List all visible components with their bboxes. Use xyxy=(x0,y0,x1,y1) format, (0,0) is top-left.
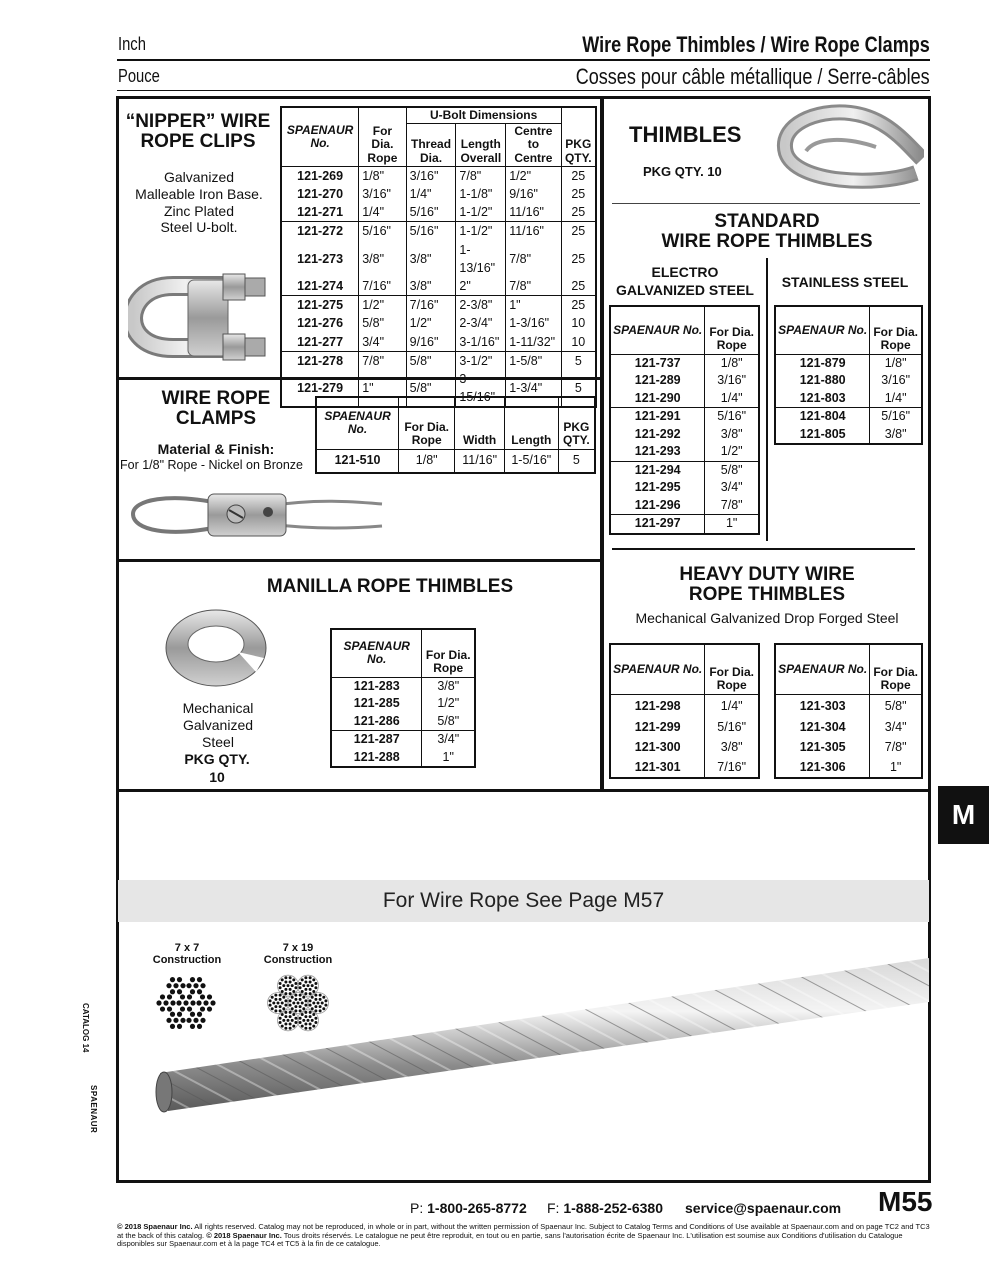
clamps-col-length: Length xyxy=(504,397,558,449)
nipper-cell-pkg: 10 xyxy=(561,333,596,352)
table-row xyxy=(775,372,922,390)
header-left-en: Inch xyxy=(118,34,146,54)
table-row xyxy=(316,449,595,473)
clamps-col-pkg: PKG QTY. xyxy=(558,397,595,449)
standard-title-line2: WIRE ROPE THIMBLES xyxy=(661,230,873,252)
stainless-cell-no: 121-803 xyxy=(799,390,846,405)
standard-divider xyxy=(766,258,768,541)
construction-7x19-line1: 7 x 19 xyxy=(282,942,314,954)
nipper-cell-rope: 1/2" xyxy=(359,296,406,315)
nipper-cell-length: 1-13/16" xyxy=(456,241,506,277)
nipper-cell-centre: 1" xyxy=(506,296,561,315)
table-row xyxy=(610,354,759,372)
table-row xyxy=(610,461,759,479)
heavy-right-cell-rope: 7/8" xyxy=(870,738,922,758)
nipper-clip-image xyxy=(128,256,270,368)
electro-cell-no: 121-294 xyxy=(610,461,705,479)
nipper-cell-no: 121-272 xyxy=(281,222,359,241)
electro-cell-rope: 1" xyxy=(705,515,759,534)
stainless-cell-rope: 5/16" xyxy=(870,408,922,426)
heavy-left-cell-no: 121-298 xyxy=(634,698,681,713)
electro-cell-rope: 3/16" xyxy=(705,372,759,390)
nipper-cell-no: 121-269 xyxy=(297,168,344,183)
table-row xyxy=(610,390,759,408)
nipper-cell-pkg: 25 xyxy=(561,203,596,222)
page-number: M55 xyxy=(878,1186,933,1217)
wire-rope-image xyxy=(150,955,929,1115)
footer-fax xyxy=(547,1200,663,1216)
table-row xyxy=(281,166,596,185)
legal-bold-1: © 2018 Spaenaur Inc. xyxy=(117,1222,193,1231)
table-row xyxy=(610,443,759,461)
stainless-title: STAINLESS STEEL xyxy=(781,274,909,290)
heavy-subtitle: Mechanical Galvanized Drop Forged Steel xyxy=(635,610,899,626)
legal-text-2: Tous droits réservés. Le catalogue ne peut être reproduit, en tout ou en partie, sans l'autorisation écrite de Spaenaur Inc. L'utilisation est soumise aux Conditions d'utilisation du Catalogue disponibles sur Spaenaur.com et à la page TC4 et TC5 à la fin de ce catalogue. xyxy=(117,1230,903,1249)
nipper-col-rope: For Dia. Rope xyxy=(359,107,406,166)
nipper-cell-no: 121-275 xyxy=(281,296,359,315)
nipper-cell-no: 121-279 xyxy=(297,381,344,396)
table-row xyxy=(610,758,759,778)
electro-col-rope: For Dia. Rope xyxy=(705,306,759,354)
nipper-desc-line2: Malleable Iron Base. xyxy=(135,185,263,202)
stainless-cell-no: 121-880 xyxy=(799,373,846,387)
manilla-desc-line3: Steel xyxy=(202,733,234,750)
nipper-cell-no: 121-271 xyxy=(297,205,344,220)
heavy-right-cell-rope: 1" xyxy=(870,758,922,778)
electro-title-line2: GALVANIZED STEEL xyxy=(616,281,754,298)
nipper-cell-length: 1-1/2" xyxy=(456,222,506,241)
nipper-cell-thread: 5/16" xyxy=(406,222,456,241)
stainless-cell-rope: 3/16" xyxy=(870,372,922,390)
clamps-title-line1: WIRE ROPE xyxy=(161,388,271,409)
manilla-col-rope: For Dia. Rope xyxy=(422,629,475,677)
stainless-col-rope: For Dia. Rope xyxy=(870,306,922,354)
header-title-en: Wire Rope Thimbles / Wire Rope Clamps xyxy=(582,32,930,57)
table-row xyxy=(775,390,922,408)
nipper-cell-centre: 11/16" xyxy=(506,203,561,222)
table-row xyxy=(610,372,759,390)
table-row xyxy=(331,749,475,768)
nipper-cell-length: 7/8" xyxy=(456,166,506,185)
nipper-col-thread: Thread Dia. xyxy=(406,124,456,167)
table-row xyxy=(331,713,475,731)
heavy-left-cell-rope: 3/8" xyxy=(705,738,759,758)
table-row xyxy=(331,677,475,695)
footer-fax-value: 1-888-252-6380 xyxy=(563,1200,663,1216)
table-row xyxy=(281,185,596,203)
legal-bold-2: © 2018 Spaenaur Inc. xyxy=(206,1230,282,1240)
nipper-table xyxy=(280,106,597,408)
thimbles-title: THIMBLES xyxy=(629,122,742,147)
nipper-description xyxy=(118,169,280,236)
heavy-left-cell-rope: 5/16" xyxy=(705,718,759,738)
table-row xyxy=(610,426,759,444)
clamps-col-no: SPAENAUR No. xyxy=(316,397,399,449)
electro-cell-no: 121-297 xyxy=(610,515,705,534)
heavy-right-cell-rope: 3/4" xyxy=(870,718,922,738)
nipper-cell-thread: 5/8" xyxy=(406,351,456,370)
standard-title-line1: STANDARD xyxy=(714,211,820,232)
clamps-col-rope: For Dia. Rope xyxy=(399,397,455,449)
table-row xyxy=(281,203,596,222)
nipper-cell-length: 3-15/16" xyxy=(456,370,506,407)
nipper-cell-centre: 1-3/4" xyxy=(506,370,561,407)
stainless-cell-no: 121-805 xyxy=(799,426,846,441)
clamps-table xyxy=(315,396,596,474)
table-row xyxy=(775,738,922,758)
manilla-col-no: SPAENAUR No. xyxy=(331,629,422,677)
clamps-cell-no: 121-510 xyxy=(334,453,381,467)
electro-cell-rope: 1/4" xyxy=(705,390,759,408)
electro-cell-no: 121-737 xyxy=(634,355,681,370)
legal-text-1: All rights reserved. Catalog may not be reproduced, in whole or in part, without the written permission of Spaenaur Inc. Subject to Catalog Terms and Conditions of Use available at Spaenaur.com and on page TC2 and TC3 at the back of this catalog. xyxy=(117,1222,930,1240)
electro-cell-no: 121-293 xyxy=(634,444,681,458)
standard-title xyxy=(604,212,930,252)
stainless-table xyxy=(774,305,923,445)
clamps-cell-rope: 1/8" xyxy=(399,449,455,473)
stainless-cell-no: 121-879 xyxy=(799,355,846,370)
nipper-cell-centre: 1/2" xyxy=(506,166,561,185)
heavy-right-table xyxy=(774,643,923,779)
nipper-cell-thread: 7/16" xyxy=(406,296,456,315)
table-row xyxy=(281,222,596,241)
nipper-cell-thread: 1/2" xyxy=(406,314,456,332)
electro-col-no: SPAENAUR No. xyxy=(610,306,705,354)
stainless-col-no: SPAENAUR No. xyxy=(775,306,870,354)
manilla-cell-no: 121-285 xyxy=(353,696,400,710)
manilla-cell-rope: 3/8" xyxy=(422,677,475,695)
nipper-col-pkg: PKG QTY. xyxy=(561,107,596,166)
side-brand: SPAENAUR xyxy=(89,1085,98,1134)
manilla-cell-rope: 1" xyxy=(422,749,475,768)
stainless-cell-rope: 1/8" xyxy=(870,354,922,372)
table-row xyxy=(331,731,475,749)
nipper-cell-length: 2-3/8" xyxy=(456,296,506,315)
table-row xyxy=(281,277,596,296)
heavy-left-cell-rope: 1/4" xyxy=(705,694,759,718)
electro-cell-no: 121-295 xyxy=(634,480,681,494)
clamps-cell-width: 11/16" xyxy=(455,449,505,473)
table-row xyxy=(775,694,922,718)
electro-cell-no: 121-291 xyxy=(610,408,705,426)
divider-clamps xyxy=(117,559,601,562)
table-row xyxy=(610,718,759,738)
footer-fax-label: F: xyxy=(547,1200,560,1216)
electro-title xyxy=(606,264,764,299)
heavy-title-line2: ROPE THIMBLES xyxy=(688,583,846,605)
nipper-cell-centre: 1-3/16" xyxy=(506,314,561,332)
electro-table xyxy=(609,305,760,535)
nipper-cell-rope: 3/8" xyxy=(359,241,406,277)
nipper-cell-pkg: 25 xyxy=(561,222,596,241)
table-row xyxy=(775,354,922,372)
nipper-cell-pkg: 25 xyxy=(561,296,596,315)
nipper-cell-thread: 1/4" xyxy=(406,185,456,203)
manilla-desc-line1: Mechanical xyxy=(182,700,254,716)
thimbles-pkg: PKG QTY. 10 xyxy=(643,164,722,179)
manilla-thimble-image xyxy=(160,602,272,694)
nipper-title-line1: “NIPPER” WIRE xyxy=(125,111,271,132)
nipper-cell-rope: 7/16" xyxy=(359,277,406,296)
header-rule-bottom xyxy=(117,90,930,91)
nipper-col-length: Length Overall xyxy=(456,124,506,167)
nipper-cell-centre: 11/16" xyxy=(506,222,561,241)
table-row xyxy=(775,426,922,445)
manilla-cell-no: 121-283 xyxy=(353,678,400,693)
nipper-cell-no: 121-270 xyxy=(297,186,344,201)
nipper-cell-pkg: 5 xyxy=(561,370,596,407)
nipper-cell-rope: 1/8" xyxy=(359,166,406,185)
nipper-cell-pkg: 10 xyxy=(561,314,596,332)
section-tab: M xyxy=(938,786,989,844)
nipper-cell-centre: 7/8" xyxy=(506,277,561,296)
nipper-cell-no: 121-273 xyxy=(297,251,344,266)
header-rule-top xyxy=(117,59,930,61)
table-row xyxy=(281,296,596,315)
heavy-right-cell-no: 121-304 xyxy=(799,720,846,735)
electro-cell-no: 121-296 xyxy=(634,497,681,512)
nipper-cell-rope: 1/4" xyxy=(359,203,406,222)
manilla-title: MANILLA ROPE THIMBLES xyxy=(266,576,514,597)
nipper-cell-thread: 3/16" xyxy=(406,166,456,185)
heavy-left-col-rope: For Dia. Rope xyxy=(705,644,759,694)
heavy-right-cell-no: 121-305 xyxy=(799,740,846,755)
footer-email[interactable]: service@spaenaur.com xyxy=(685,1200,842,1216)
nipper-col-group: U-Bolt Dimensions xyxy=(406,107,561,124)
nipper-title-line2: ROPE CLIPS xyxy=(140,130,256,152)
manilla-table xyxy=(330,628,476,768)
manilla-description xyxy=(160,700,276,750)
nipper-col-no: SPAENAUR No. xyxy=(281,107,359,166)
electro-title-line1: ELECTRO xyxy=(651,264,719,280)
table-row xyxy=(775,718,922,738)
table-row xyxy=(281,314,596,332)
nipper-cell-rope: 5/8" xyxy=(359,314,406,332)
stainless-cell-rope: 3/8" xyxy=(870,426,922,445)
heavy-left-cell-no: 121-301 xyxy=(634,759,681,774)
clamp-image xyxy=(128,484,384,546)
divider-bottom xyxy=(117,789,930,792)
manilla-cell-rope: 5/8" xyxy=(422,713,475,731)
electro-cell-rope: 3/4" xyxy=(705,479,759,497)
nipper-cell-length: 2" xyxy=(456,277,506,296)
heavy-left-table xyxy=(609,643,760,779)
clamps-cell-length: 1-5/16" xyxy=(504,449,558,473)
heavy-right-cell-no: 121-303 xyxy=(799,698,846,713)
heavy-left-cell-no: 121-300 xyxy=(634,740,681,755)
construction-7x19-line2: Construction xyxy=(263,954,333,967)
table-row xyxy=(281,241,596,277)
heavy-right-col-rope: For Dia. Rope xyxy=(870,644,922,694)
nipper-cell-length: 3-1/2" xyxy=(456,351,506,370)
stainless-cell-no: 121-804 xyxy=(775,408,870,426)
clamps-material-label: Material & Finish: xyxy=(157,441,275,457)
table-row xyxy=(610,408,759,426)
manilla-cell-no: 121-288 xyxy=(353,749,400,764)
nipper-cell-pkg: 5 xyxy=(561,351,596,370)
nipper-desc-line4: Steel U-bolt. xyxy=(160,219,238,236)
nipper-col-centre: Centre to Centre xyxy=(506,124,561,167)
nipper-cell-centre: 1-5/8" xyxy=(506,351,561,370)
nipper-cell-thread: 3/8" xyxy=(406,241,456,277)
table-row xyxy=(281,351,596,370)
nipper-desc-line3: Zinc Plated xyxy=(163,202,235,219)
table-row xyxy=(610,738,759,758)
footer-phone xyxy=(410,1200,527,1216)
construction-7x7-line1: 7 x 7 xyxy=(174,942,200,954)
heavy-title-line1: HEAVY DUTY WIRE xyxy=(679,564,855,585)
table-row xyxy=(610,694,759,718)
footer-phone-value: 1-800-265-8772 xyxy=(427,1200,527,1216)
nipper-cell-length: 2-3/4" xyxy=(456,314,506,332)
manilla-cell-rope: 1/2" xyxy=(422,695,475,713)
heavy-left-cell-rope: 7/16" xyxy=(705,758,759,778)
table-row xyxy=(281,333,596,352)
table-row xyxy=(775,408,922,426)
electro-cell-rope: 3/8" xyxy=(705,426,759,444)
nipper-cell-thread: 5/8" xyxy=(406,370,456,407)
construction-7x7-line2: Construction xyxy=(152,954,222,967)
heavy-right-cell-no: 121-306 xyxy=(799,759,846,774)
nipper-cell-thread: 3/8" xyxy=(406,277,456,296)
electro-cell-no: 121-290 xyxy=(634,390,681,405)
nipper-cell-rope: 5/16" xyxy=(359,222,406,241)
nipper-cell-centre: 1-11/32" xyxy=(506,333,561,352)
legal-notice xyxy=(117,1223,932,1249)
clamps-title-line2: CLAMPS xyxy=(175,407,257,429)
table-row xyxy=(331,695,475,713)
manilla-desc-line2: Galvanized xyxy=(182,716,254,733)
heavy-title xyxy=(604,565,930,605)
electro-cell-no: 121-289 xyxy=(634,373,681,387)
stainless-cell-rope: 1/4" xyxy=(870,390,922,408)
wire-rope-banner: For Wire Rope See Page M57 xyxy=(118,880,929,922)
nipper-cell-no: 121-276 xyxy=(297,316,344,331)
side-catalog: CATALOG 14 xyxy=(81,1003,90,1053)
header-title-fr: Cosses pour câble métallique / Serre-câbles xyxy=(576,64,930,89)
nipper-cell-rope: 7/8" xyxy=(359,351,406,370)
footer-phone-label: P: xyxy=(410,1200,424,1216)
table-row xyxy=(610,515,759,534)
manilla-pkg xyxy=(160,751,274,786)
nipper-title xyxy=(118,112,278,152)
nipper-cell-length: 3-1/16" xyxy=(456,333,506,352)
header-left-fr: Pouce xyxy=(118,66,160,86)
nipper-cell-centre: 7/8" xyxy=(506,241,561,277)
nipper-cell-rope: 3/16" xyxy=(359,185,406,203)
electro-cell-rope: 7/8" xyxy=(705,497,759,515)
electro-cell-rope: 5/16" xyxy=(705,408,759,426)
column-divider xyxy=(600,97,604,791)
heavy-right-cell-rope: 5/8" xyxy=(870,694,922,718)
nipper-cell-thread: 9/16" xyxy=(406,333,456,352)
manilla-cell-no: 121-286 xyxy=(353,713,400,728)
heavy-left-cell-no: 121-299 xyxy=(634,720,681,735)
heavy-rule xyxy=(612,548,915,550)
nipper-cell-pkg: 25 xyxy=(561,277,596,296)
electro-cell-rope: 5/8" xyxy=(705,461,759,479)
nipper-cell-length: 1-1/8" xyxy=(456,185,506,203)
nipper-cell-thread: 5/16" xyxy=(406,203,456,222)
table-row xyxy=(775,758,922,778)
nipper-cell-no: 121-278 xyxy=(281,351,359,370)
nipper-cell-centre: 9/16" xyxy=(506,185,561,203)
nipper-desc-line1: Galvanized xyxy=(163,169,235,185)
manilla-cell-rope: 3/4" xyxy=(422,731,475,749)
nipper-cell-no: 121-274 xyxy=(297,278,344,293)
manilla-cell-no: 121-287 xyxy=(331,731,422,749)
nipper-cell-rope: 1" xyxy=(359,370,406,407)
electro-cell-no: 121-292 xyxy=(634,426,681,441)
nipper-cell-pkg: 25 xyxy=(561,166,596,185)
manilla-pkg-line1: PKG QTY. xyxy=(184,751,250,767)
clamps-material-desc: For 1/8" Rope - Nickel on Bronze xyxy=(120,458,303,472)
electro-cell-rope: 1/2" xyxy=(705,443,759,461)
thimbles-rule xyxy=(612,203,920,204)
clamps-cell-pkg: 5 xyxy=(558,449,595,473)
nipper-cell-pkg: 25 xyxy=(561,241,596,277)
table-row xyxy=(610,479,759,497)
nipper-cell-no: 121-277 xyxy=(297,334,344,349)
clamps-title xyxy=(118,389,314,429)
table-row xyxy=(610,497,759,515)
thimble-image xyxy=(776,103,924,195)
heavy-right-col-no: SPAENAUR No. xyxy=(775,644,870,694)
electro-cell-rope: 1/8" xyxy=(705,354,759,372)
heavy-left-col-no: SPAENAUR No. xyxy=(610,644,705,694)
nipper-cell-length: 1-1/2" xyxy=(456,203,506,222)
nipper-cell-rope: 3/4" xyxy=(359,333,406,352)
manilla-pkg-line2: 10 xyxy=(209,768,225,785)
clamps-col-width: Width xyxy=(455,397,505,449)
nipper-cell-pkg: 25 xyxy=(561,185,596,203)
